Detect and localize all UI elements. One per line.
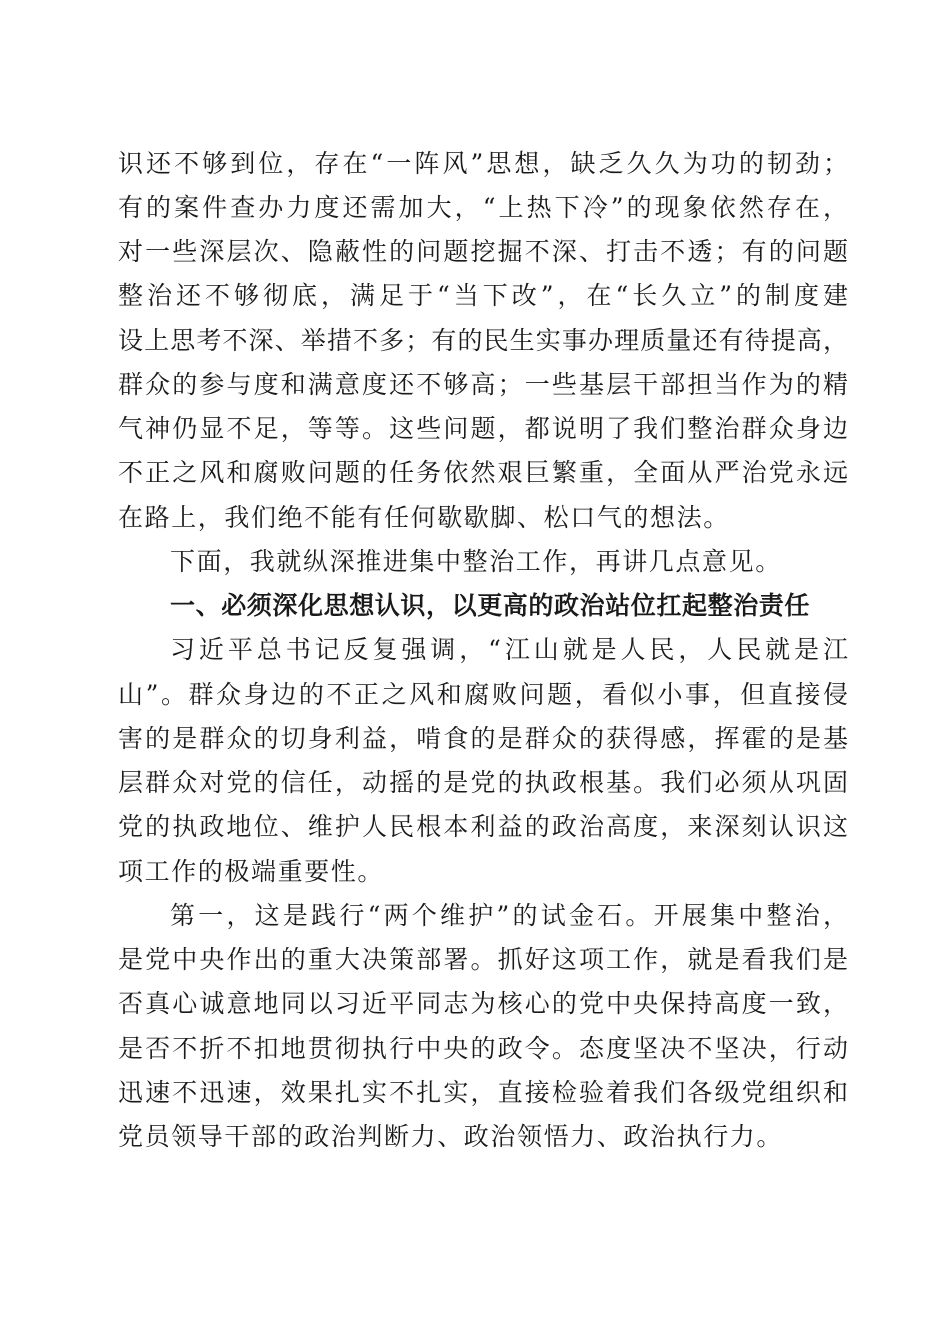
text-line: 气神仍显不足，等等。这些问题，都说明了我们整治群众身边 [118, 414, 848, 443]
text-line: 是否不折不扣地贯彻执行中央的政令。态度坚决不坚决，行动 [118, 1034, 848, 1063]
text-line: 群众的参与度和满意度还不够高；一些基层干部担当作为的精 [118, 370, 848, 399]
text-line: 迅速不迅速，效果扎实不扎实，直接检验着我们各级党组织和 [118, 1078, 848, 1107]
text-line: 不正之风和腐败问题的任务依然艰巨繁重，全面从严治党永远 [118, 458, 848, 487]
text-line: 设上思考不深、举措不多；有的民生实事办理质量还有待提高， [118, 326, 848, 355]
paragraph-first-line: 习近平总书记反复强调，“江山就是人民，人民就是江 [170, 635, 848, 664]
text-line: 害的是群众的切身利益，啃食的是群众的获得感，挥霍的是基 [118, 724, 848, 753]
text-line: 项工作的极端重要性。 [118, 857, 385, 886]
section-heading: 一、必须深化思想认识，以更高的政治站位扛起整治责任 [170, 591, 811, 620]
text-line: 党的执政地位、维护人民根本利益的政治高度，来深刻认识这 [118, 812, 848, 841]
text-line: 层群众对党的信任，动摇的是党的执政根基。我们必须从巩固 [118, 768, 848, 797]
text-line: 是党中央作出的重大决策部署。抓好这项工作，就是看我们是 [118, 945, 848, 974]
text-line: 否真心诚意地同以习近平同志为核心的党中央保持高度一致， [118, 989, 848, 1018]
text-line: 山”。群众身边的不正之风和腐败问题，看似小事，但直接侵 [118, 680, 848, 709]
text-line: 识还不够到位，存在“一阵风”思想，缺乏久久为功的韧劲； [118, 149, 848, 178]
text-line: 对一些深层次、隐蔽性的问题挖掘不深、打击不透；有的问题 [118, 237, 848, 266]
text-line: 整治还不够彻底，满足于“当下改”，在“长久立”的制度建 [118, 281, 848, 310]
text-line: 在路上，我们绝不能有任何歇歇脚、松口气的想法。 [118, 503, 730, 532]
text-line: 党员领导干部的政治判断力、政治领悟力、政治执行力。 [118, 1122, 784, 1151]
paragraph-first-line: 下面，我就纵深推进集中整治工作，再讲几点意见。 [170, 547, 782, 576]
paragraph-first-line: 第一，这是践行“两个维护”的试金石。开展集中整治， [170, 901, 848, 930]
text-line: 有的案件查办力度还需加大，“上热下冷”的现象依然存在， [118, 193, 848, 222]
